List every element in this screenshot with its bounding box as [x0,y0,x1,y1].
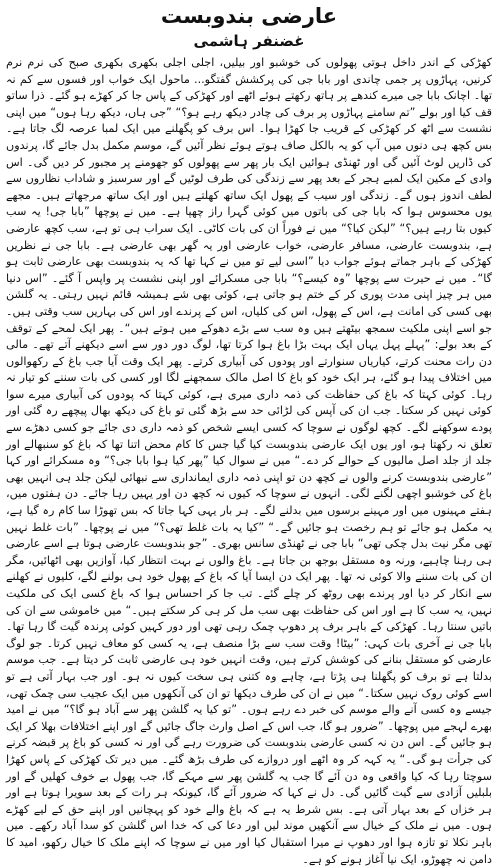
article-body: کھڑکی کے اندر داخل ہوتی پھولوں کی خوشبو اور بیلیں، اجلی اجلی بکھری بکھری صبح کی نرم نرم کرنیں، پہاڑوں پر جمی چاندی اور بابا جی کی پرکشش گفتگو... ماحول ایک خواب اور فسوں سے کم نہ تھا۔ اچانک بابا جی میرے کندھے پر ہاتھ رکھتے ہوئے اٹھے اور کھڑکی کے پاس جا کر کھڑے ہو گئے۔ ذرا ساتو قف کیا اور بولے ”تم سامنے پہاڑوں پر برف کی چادر دیکھ رہے ہو؟“ ”جی ہاں، دیکھ رہا ہوں“ میں اپنی نشست سے اٹھ کر کھڑکی کے قریب جا کھڑا ہوا۔ اس برف کو پگھلنے میں ایک لمبا عرصہ لگ جاتا ہے۔ بس کچھ ہی دنوں میں آپ کو یہ بالکل صاف ہوتے ہوئے نظر آئیں گے، موسم مکمل بدل جائے گا، پرندوں کی ڈاریں لوٹ آئیں گی اور ٹھنڈی ہوائیں ایک بار پھر سے پھولوں کو جھومنے پر مجبور کر دیں گی۔ اس وادی کے مکین ایک لمبے ہجر کے بعد پھر سے زندگی کی طرف لوٹیں گے اور سرسبز و شاداب نظاروں سے لطف اندوز ہوں گے۔ زندگی اور سیب کے پھول ایک ساتھ کھلتے ہیں اور ایک ساتھ مرجھاتے ہیں۔ مجھے یوں محسوس ہوا کہ بابا جی کی باتوں میں کوئی گہرا راز چھپا ہے۔ میں نے پوچھا ”بابا جی! یہ سب کیوں بتا رہے ہیں؟“ ”لیکن کیا؟“ میں نے فوراً ان کی بات کاٹی۔ ایک سراب ہی تو ہے، سب کچھ عارضی ہے، بندوبست عارضی، مسافر عارضی، خواب عارضی اور یہ گھر بھی عارضی ہے۔ بابا جی نے نظریں کھڑکی کے باہر جماتے ہوئے جواب دیا ”اسی لیے تو میں نے کہا تھا کہ یہ بندوبست بھی عارضی ثابت ہو گا“۔ میں نے حیرت سے پوچھا ”وہ کیسے؟“ بابا جی مسکرائے اور اپنی نشست پر واپس آ گئے۔ ”اس دنیا میں ہر چیز اپنی مدت پوری کر کے ختم ہو جاتی ہے، کوئی بھی شے ہمیشہ قائم نہیں رہتی۔ یہ گلشن بھی کسی کی امانت ہے، اس کے پھول، اس کی کلیاں، اس کے پرندے اور اس کی بہاریں سب وقتی ہیں۔ جو اسے اپنی ملکیت سمجھ بیٹھتے ہیں وہ سب سے بڑے دھوکے میں ہوتے ہیں“۔ پھر ایک لمحے کے توقف کے بعد بولے: ”پہلے پہل یہاں ایک بہت بڑا باغ ہوا کرتا تھا، لوگ دور دور سے اسے دیکھنے آتے تھے۔ مالی دن رات محنت کرتے، کیاریاں سنوارتے اور پودوں کی آبیاری کرتے۔ پھر ایک وقت آیا جب باغ کے رکھوالوں میں اختلاف پیدا ہو گئے، ہر ایک خود کو باغ کا اصل مالک سمجھنے لگا اور کسی کی بات سننے کو تیار نہ رہا۔ کوئی کہتا کہ باغ کی حفاظت کی ذمہ داری میری ہے، کوئی کہتا کہ پودوں کی آبیاری میرے سوا کوئی نہیں کر سکتا۔ جب ان کی آپس کی لڑائی حد سے بڑھ گئی تو باغ کی دیکھ بھال پیچھے رہ گئی اور پودے سوکھنے لگے۔ کچھ لوگوں نے سوچا کہ کسی ایسے شخص کو ذمہ داری دی جائے جو کسی دھڑے سے تعلق نہ رکھتا ہو، اور یوں ایک عارضی بندوبست کیا گیا جس کا کام محض اتنا تھا کہ باغ کو سنبھالے اور جلد از جلد اصل مالیوں کے حوالے کر دے۔“ میں نے سوال کیا ”پھر کیا ہوا بابا جی؟“ وہ مسکرائے اور کہا ”عارضی بندوبست کرنے والوں نے کچھ دن تو اپنی ذمہ داری ایمانداری سے نبھائی لیکن جلد ہی انہیں بھی باغ کی خوشبو اچھی لگنے لگی۔ انہوں نے سوچا کہ کیوں نہ کچھ دن اور یہیں رہا جائے۔ دن ہفتوں میں، ہفتے مہینوں میں اور مہینے برسوں میں بدلنے لگے۔ ہر بار یہی کہا جاتا کہ بس تھوڑا سا کام رہ گیا ہے، یہ مکمل ہو جائے تو ہم رخصت ہو جائیں گے۔“ ”کیا یہ بات غلط تھی؟“ میں نے پوچھا۔ ”بات غلط نہیں تھی مگر نیت بدل چکی تھی“ بابا جی نے ٹھنڈی سانس بھری۔ ”جو بندوبست عارضی ہوتا ہے اسے عارضی ہی رہنا چاہیے، ورنہ وہ مستقل بوجھ بن جاتا ہے۔ باغ والوں نے بہت انتظار کیا، آوازیں بھی اٹھائیں، مگر ان کی بات سننے والا کوئی نہ تھا۔ پھر ایک دن ایسا آیا کہ باغ کے پھول خود ہی بولنے لگے، کلیوں نے کھلنے سے انکار کر دیا اور پرندے بھی روٹھ کر چلے گئے۔ تب جا کر احساس ہوا کہ باغ کسی ایک کی ملکیت نہیں، یہ سب کا ہے اور اس کی حفاظت بھی سب مل کر ہی کر سکتے ہیں۔“ میں خاموشی سے ان کی باتیں سنتا رہا۔ کھڑکی کے باہر برف پر دھوپ چمک رہی تھی اور دور کہیں کوئی پرندہ گیت گا رہا تھا۔ بابا جی نے آخری بات کہی: ”بیٹا! وقت سب سے بڑا منصف ہے، یہ کسی کو معاف نہیں کرتا۔ جو لوگ عارضی کو مستقل بنانے کی کوشش کرتے ہیں، وقت انہیں خود ہی عارضی ثابت کر دیتا ہے۔ جب موسم بدلتا ہے تو برف کو پگھلنا ہی پڑتا ہے، چاہے وہ کتنی ہی سخت کیوں نہ ہو۔ اور جب بہار آتی ہے تو اسے کوئی روک نہیں سکتا۔“ میں نے ان کی طرف دیکھا تو ان کی آنکھوں میں ایک عجیب سی چمک تھی، جیسے وہ کسی آنے والے موسم کی خبر دے رہے ہوں۔ ”تو کیا یہ گلشن پھر سے آباد ہو گا؟“ میں نے امید بھرے لہجے میں پوچھا۔ ”ضرور ہو گا، جب اس کے اصل وارث جاگ جائیں گے اور اپنے اختلافات بھلا کر ایک ہو جائیں گے۔ اس دن نہ کسی عارضی بندوبست کی ضرورت رہے گی اور نہ کسی کو باغ پر قبضہ کرنے کی جرأت ہو گی۔“ یہ کہہ کر وہ اٹھے اور دروازے کی طرف بڑھ گئے۔ میں دیر تک کھڑکی کے پاس کھڑا سوچتا رہا کہ کیا واقعی وہ دن آئے گا جب یہ گلشن پھر سے مہکے گا، جب پھول بے خوف کھلیں گے اور بلبلیں آزادی سے گیت گائیں گی۔ دل نے کہا کہ ضرور آئے گا، کیونکہ ہر رات کے بعد سویرا ہوتا ہے اور ہر خزاں کے بعد بہار آتی ہے۔ بس شرط یہ ہے کہ باغ والے خود کو پہچانیں اور اپنے حق کے لیے کھڑے ہوں۔ میں نے ملک کے خیال سے آنکھیں موند لیں اور دعا کی کہ خدا اس گلشن کو سدا آباد رکھے۔ میں باہر نکلا تو تازہ ہوا اور دھوپ نے میرا استقبال کیا اور میں نے سوچا کہ اپنے ملک کا خیال رکھو، امید کا دامن نہ چھوڑو، ایک نیا آغاز ہونے کو ہے۔ [6,56,492,866]
article-author: غضنفر ہاشمی [193,32,305,50]
article-title: عارضی بندوبست [160,4,338,28]
